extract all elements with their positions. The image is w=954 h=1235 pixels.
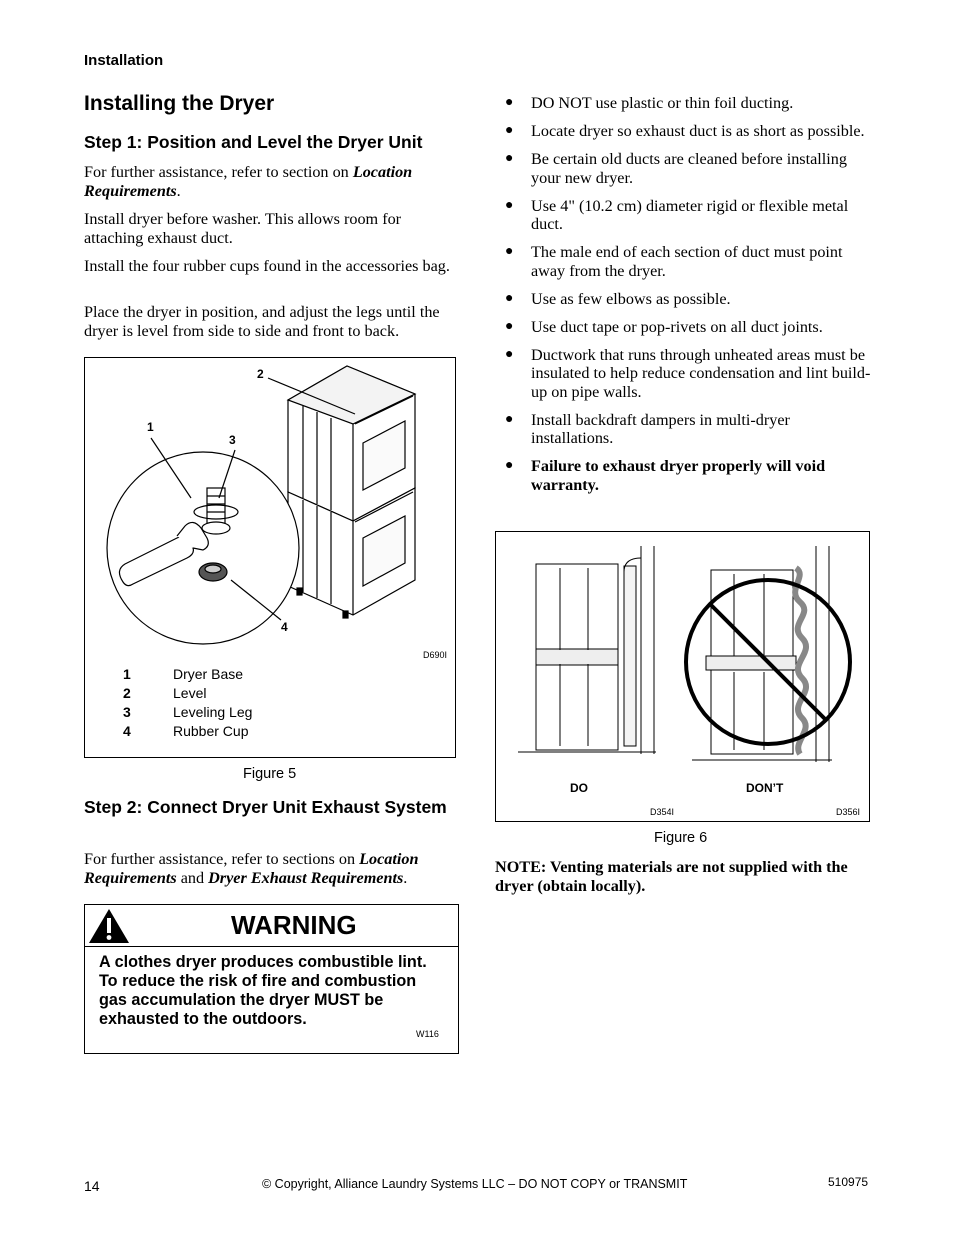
legend-row: 4 Rubber Cup <box>123 723 249 739</box>
warning-code: W116 <box>416 1029 439 1039</box>
step2-heading: Step 2: Connect Dryer Unit Exhaust System <box>84 797 447 817</box>
figure-6-box <box>495 531 870 822</box>
warning-header <box>85 905 458 947</box>
step1-paragraph-3: Install the four rubber cups found in the accessories bag. <box>84 257 450 275</box>
list-item-warranty: ● Failure to exhaust dryer properly will void warranty. <box>505 457 826 494</box>
page-title: Installing the Dryer <box>84 92 275 115</box>
page-number: 14 <box>84 1178 100 1194</box>
step1-paragraph-1: For further assistance, refer to section on Location Requirements. <box>84 163 413 200</box>
do-label: DO <box>570 781 588 795</box>
callout-2: 2 <box>257 367 264 381</box>
document-number: 510975 <box>828 1175 869 1189</box>
dryer-leveling-illustration <box>85 358 455 658</box>
ducting-bullet-list <box>505 94 873 504</box>
figure-5-code: D690I <box>423 650 448 660</box>
figure-6-code-left: D354I <box>650 807 675 817</box>
step2-paragraph: For further assistance, refer to sections on Location Requirements and Dryer Exhaust Requirements. <box>84 850 419 887</box>
figure-5-box <box>84 357 456 758</box>
figure-6-caption: Figure 6 <box>654 830 708 846</box>
dont-label: DON’T <box>746 781 784 795</box>
legend-row: 2 Level <box>123 685 207 701</box>
figure-5-caption: Figure 5 <box>243 766 297 782</box>
copyright-notice: © Copyright, Alliance Laundry Systems LLC – DO NOT COPY or TRANSMIT <box>262 1177 688 1191</box>
figure-5-legend <box>123 666 252 742</box>
venting-note: NOTE: Venting materials are not supplied with the dryer (obtain locally). <box>495 858 848 895</box>
warning-text: A clothes dryer produces combustible lint. To reduce the risk of fire and combustion gas accumulation the dryer MUST be exhausted to the outdoors. <box>99 953 427 1028</box>
warning-title: WARNING <box>231 910 357 940</box>
list-item: ● DO NOT use plastic or thin foil ducting. <box>505 94 794 112</box>
figure-6-code-right: D356I <box>836 807 861 817</box>
list-item: ● The male end of each section of duct must point away from the dryer. <box>505 243 843 280</box>
list-item: ● Be certain old ducts are cleaned before installing your new dryer. <box>505 150 847 187</box>
list-item: ● Ductwork that runs through unheated areas must be insulated to help reduce condensation and lint build-up on pipe walls. <box>505 345 871 401</box>
list-item: ● Use 4" (10.2 cm) diameter rigid or flexible metal duct. <box>505 196 849 233</box>
warning-triangle-icon <box>87 907 131 945</box>
legend-row: 1 Dryer Base <box>123 666 244 682</box>
warning-box <box>84 904 459 1054</box>
running-header: Installation <box>84 52 164 69</box>
step1-paragraph-2: Install dryer before washer. This allows room for attaching exhaust duct. <box>84 210 402 247</box>
callout-1: 1 <box>147 420 154 434</box>
legend-row: 3 Leveling Leg <box>123 704 253 720</box>
step1-heading: Step 1: Position and Level the Dryer Unit <box>84 132 423 152</box>
list-item: ● Install backdraft dampers in multi-dryer installations. <box>505 410 790 447</box>
venting-do-dont-illustration <box>496 532 869 782</box>
list-item: ● Use as few elbows as possible. <box>505 289 731 308</box>
step1-paragraph-4: Place the dryer in position, and adjust the legs until the dryer is level from side to side and front to back. <box>84 303 440 340</box>
list-item: ● Use duct tape or pop-rivets on all duct joints. <box>505 317 823 336</box>
list-item: ● Locate dryer so exhaust duct is as short as possible. <box>505 122 865 140</box>
callout-3: 3 <box>229 433 236 447</box>
callout-4: 4 <box>281 620 288 634</box>
